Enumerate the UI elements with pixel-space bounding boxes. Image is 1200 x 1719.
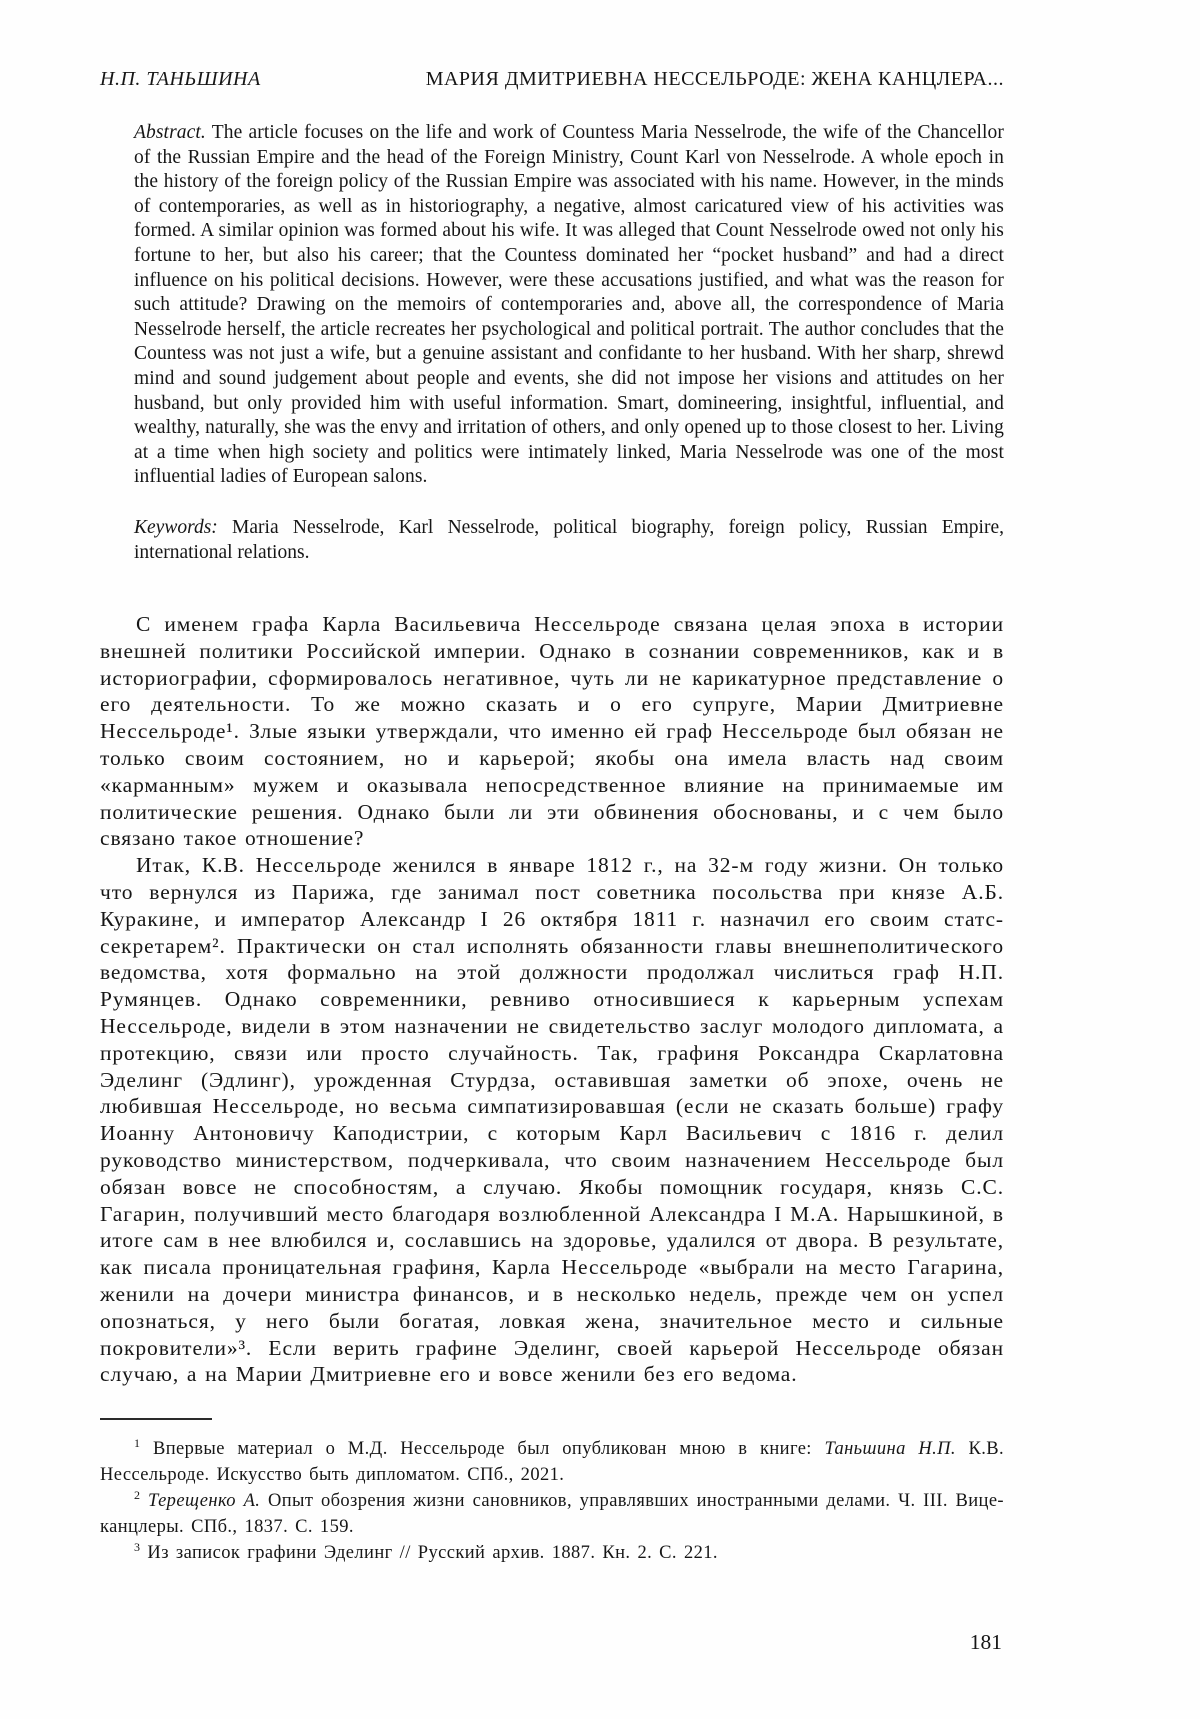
keywords-text: Maria Nesselrode, Karl Nesselrode, political biography, foreign policy, Russian Empire, international relations. — [134, 516, 1004, 563]
footnotes-section — [100, 1418, 1004, 1566]
keywords-label: Keywords: — [134, 516, 218, 538]
footnote-3 — [100, 1540, 1004, 1566]
body-paragraph-1: С именем графа Карла Васильевича Нессельроде связана целая эпоха в истории внешней политики Российской империи. Однако в сознании современников, как и в историографии, сформировалось негативное, чуть ли не карикатурное представление о его деятельности. То же можно сказать и о его супруге, Марии Дмитриевне Нессельроде¹. Злые языки утверждали, что именно ей граф Нессельроде был обязан не только своим состоянием, но и карьерой; якобы она имела власть над своим «карманным» мужем и оказывала непосредственное влияние на принимаемые им политические решения. Однако были ли эти обвинения обоснованы, и с чем было связано такое отношение? — [100, 612, 1004, 851]
abstract-label: Abstract. — [134, 122, 206, 143]
footnote-2 — [100, 1488, 1004, 1540]
footnote-2-text — [140, 1491, 148, 1511]
footnote-1-italic-text: Таньшина Н.П. — [824, 1439, 956, 1460]
abstract-paragraph — [134, 121, 1004, 490]
footnote-1 — [100, 1436, 1004, 1488]
footnote-2-marker: 2 — [134, 1488, 141, 1503]
body-paragraph-2: Итак, К.В. Нессельроде женился в январе 1812 г., на 32-м году жизни. Он только что вернулся из Парижа, где занимал пост советника посольства при князе А.Б. Куракине, и император Александр I 26 октября 1811 г. назначил его своим статс-секретарем². Практически он стал исполнять обязанности главы внешнеполитического ведомства, хотя формально на этой должности продолжал числиться граф Н.П. Румянцев. Однако современники, ревниво относившиеся к карьерным успехам Нессельроде, видели в этом назначении не свидетельство заслуг молодого дипломата, а протекцию, связи или просто случайность. Так, графиня Роксандра Скарлатовна Эделинг (Эдлинг), урожденная Стурдза, оставившая заметки об эпохе, очень не любившая Нессельроде, но весьма симпатизировавшая (если не сказать больше) графу Иоанну Антоновичу Каподистрии, с которым Карл Васильевич с 1816 г. делил руководство министерством, подчеркивала, что своим назначением Нессельроде был обязан вовсе не способностям, а случаю. Якобы помощник государя, князь С.С. Гагарин, получивший место благодаря возлюбленной Александра I М.А. Нарышкиной, в итоге сам в нее влюбился и, сославшись на здоровье, удалился от двора. В результате, как писала проницательная графиня, Карла Нессельроде «выбрали на место Гагарина, женили на дочери министра финансов, и в несколько недель, прежде чем он успел опознаться, у него были богатая, ловкая жена, значительное место и сильные покровители»³. Если верить графине Эделинг, своей карьерой Нессельроде обязан случаю, а на Марии Дмитриевне его и вовсе женили без его ведома. — [100, 853, 1004, 1387]
footnote-2-text-post: Опыт обозрения жизни сановников, управлявших иностранными делами. Ч. III. Вице-канцлеры. СПб., 1837. С. 159. — [100, 1491, 1004, 1538]
article-body — [100, 611, 1004, 1388]
footnote-2-italic-text: Терещенко А. — [148, 1491, 261, 1512]
footnote-separator-rule — [100, 1418, 212, 1420]
abstract-text: The article focuses on the life and work of Countess Maria Nesselrode, the wife of the Chancellor of the Russian Empire and the head of the Foreign Ministry, Count Karl von Nesselrode. A whole epoch in the history of the foreign policy of the Russian Empire was associated with his name. However, in the minds of contemporaries, as well as in historiography, a negative, almost caricatured view of his activities was formed. A similar opinion was formed about his wife. It was alleged that Count Nesselrode owed not only his fortune to her, but also his career; that the Countess dominated her “pocket husband” and had a direct influence on his political decisions. However, were these accusations justified, and what was the reason for such attitude? Drawing on the memoirs of contemporaries and, above all, the correspondence of Maria Nesselrode herself, the article recreates her psychological and political portrait. The author concludes that the Countess was not just a wife, but a genuine assistant and confidante to her husband. With her sharp, shrewd mind and sound judgement about people and events, she did not impose her visions and attitudes on her husband, but only provided him with useful information. Smart, domineering, insightful, influential, and wealthy, naturally, she was the envy and irritation of others, and only opened up to those closest to her. Living at a time when high society and politics were intimately linked, Maria Nesselrode was one of the most influential ladies of European salons. — [134, 122, 1004, 488]
footnote-1-text-post: К.В. Нессельроде. Искусство быть дипломатом. СПб., 2021. — [100, 1439, 1005, 1486]
footnote-1-marker: 1 — [134, 1436, 141, 1451]
footnote-3-text: Из записок графини Эделинг // Русский архив. 1887. Кн. 2. С. 221. — [140, 1543, 718, 1564]
running-head-title: МАРИЯ ДМИТРИЕВНА НЕССЕЛЬРОДЕ: ЖЕНА КАНЦЛЕРА... — [425, 68, 1004, 90]
page-number: 181 — [969, 1630, 1002, 1654]
footnote-1-text: Впервые материал о М.Д. Нессельроде был опубликован мною в книге: — [140, 1439, 825, 1460]
running-head — [100, 68, 1004, 91]
abstract-section — [134, 121, 1004, 565]
footnote-3-marker: 3 — [134, 1540, 141, 1555]
keywords-paragraph — [134, 516, 1004, 565]
running-head-author: Н.П. ТАНЬШИНА — [100, 68, 261, 90]
